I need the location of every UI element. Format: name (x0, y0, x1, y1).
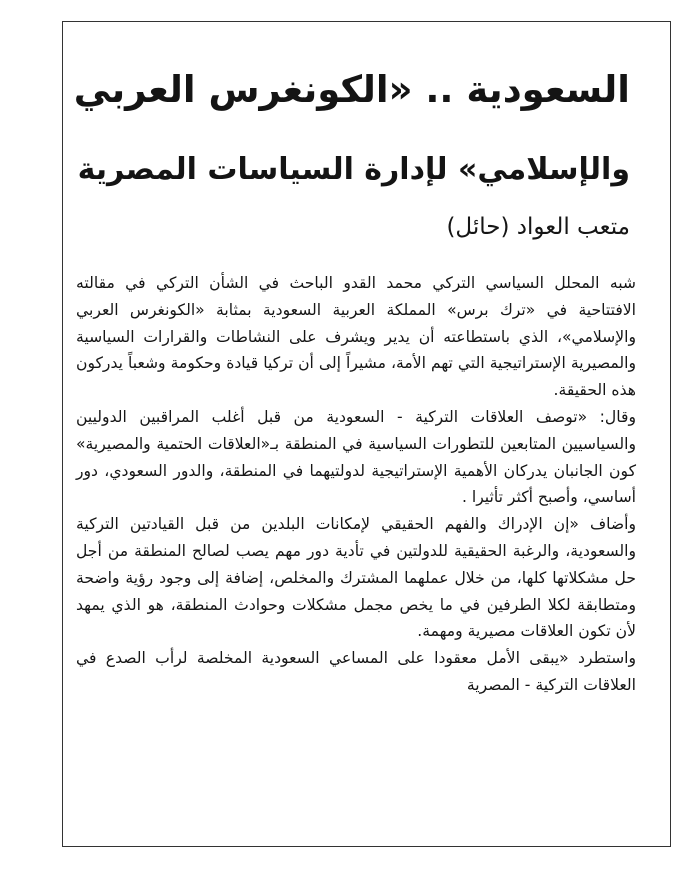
headline-line-2: والإسلامي» لإدارة السياسات المصرية (77, 152, 630, 187)
article-body (76, 270, 636, 699)
paragraph-1: شبه المحلل السياسي التركي محمد القدو الباحث في الشأن التركي في مقالته الافتتاحية في «ترك برس» المملكة العربية السعودية بمثابة «الكونغرس العربي والإسلامي»، الذي باستطاعته أن يدير ويشرف على النشاطات والقرارات السياسية والمصيرية الإستراتيجية التي تهم الأمة، مشيراً إلى أن تركيا قيادة وحكومة وشعباً يدركون هذه الحقيقة. (76, 274, 636, 400)
byline: متعب العواد (حائل) (446, 214, 630, 240)
paragraph-2: وقال: «توصف العلاقات التركية - السعودية من قبل أغلب المراقبين الدوليين والسياسيين المتابعين للتطورات السياسية في المنطقة بـ«العلاقات الحتمية والمصيرية» كون الجانبان يدركان الأهمية الإستراتيجية لدولتيهما في المنطقة، والدور السعودي، دور أساسي، وأصبح أكثر تأثيرا . (76, 407, 636, 507)
headline-line-1: السعودية .. «الكونغرس العربي (73, 68, 630, 111)
paragraph-4: واستطرد «يبقى الأمل معقودا على المساعي السعودية المخلصة لرأب الصدع في العلاقات التركية - المصرية (76, 649, 636, 694)
paragraph-3: وأضاف «إن الإدراك والفهم الحقيقي لإمكانات البلدين من قبل القيادتين التركية والسعودية، والرغبة الحقيقية للدولتين في تأدية دور مهم يصب لصالح المنطقة من أجل حل مشكلاتها كلها، من خلال عملهما المشترك والمخلص، إضافة إلى وجود رؤية واضحة ومتطابقة لكلا الطرفين في ما يخص مجمل مشكلات وحوادث المنطقة، هو الذي يمهد لأن تكون العلاقات مصيرية ومهمة. (76, 515, 636, 641)
